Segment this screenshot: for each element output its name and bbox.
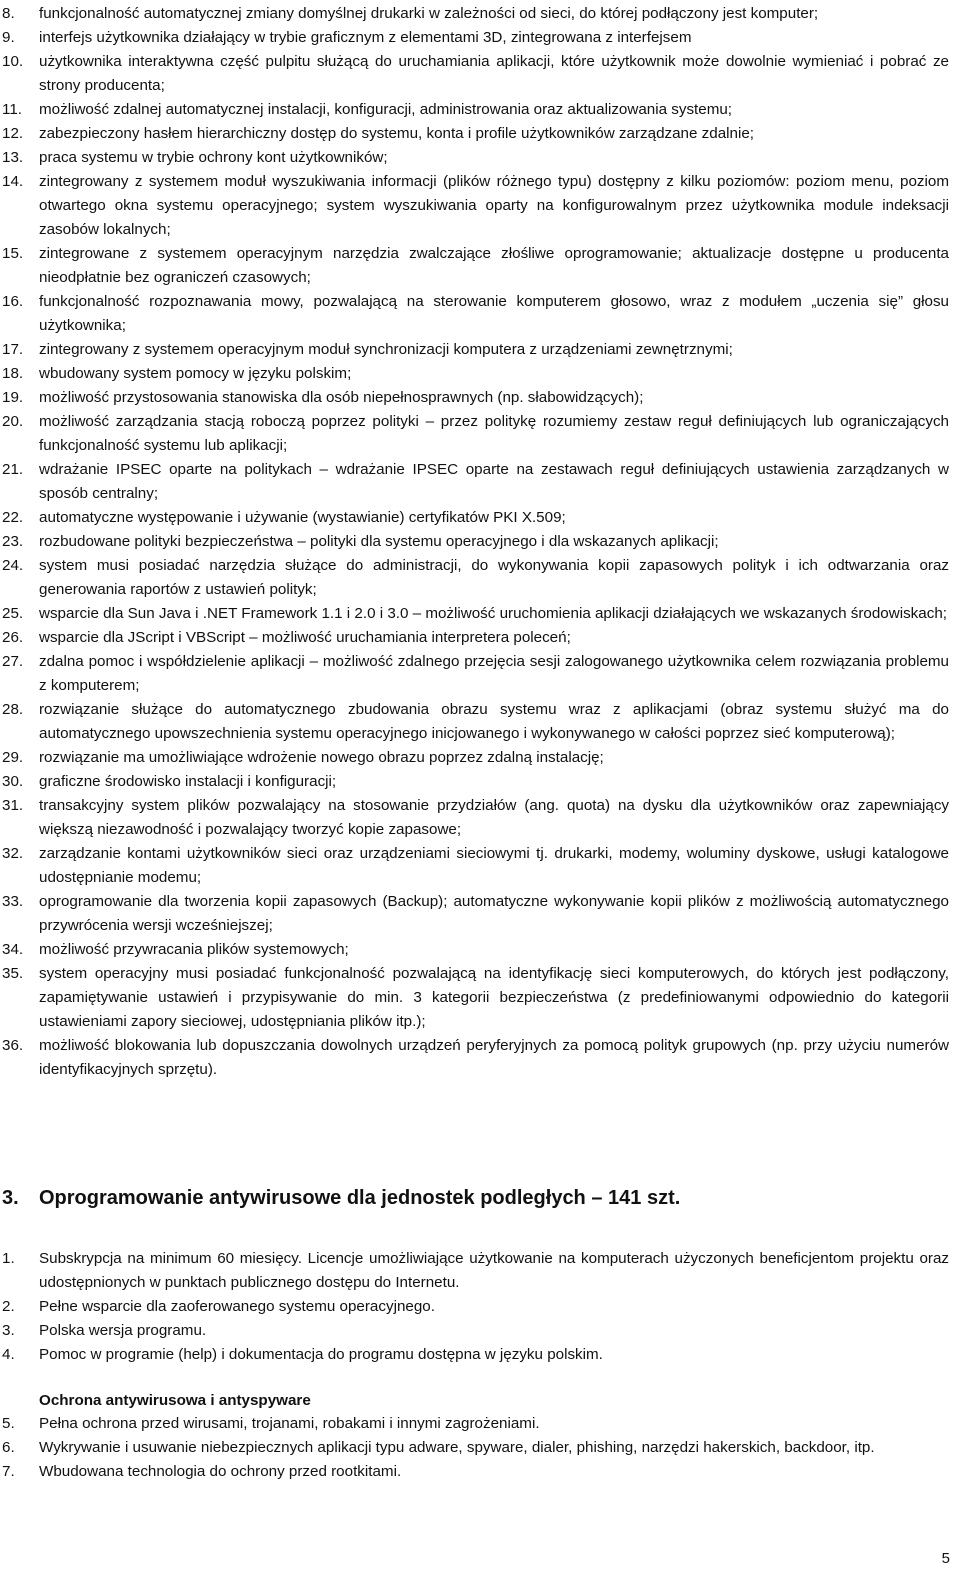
list-item-text: rozwiązanie służące do automatycznego zbudowania obrazu systemu wraz z aplikacjami (obraz systemu służyć ma do automatycznego upowszechnienia systemu operacyjnego inicjowanego i wykonywanego w całości poprzez sieć komputerową);: [39, 701, 949, 742]
list-item: [0, 242, 960, 290]
list-item-text: możliwość blokowania lub dopuszczania dowolnych urządzeń peryferyjnych za pomocą polityk grupowych (np. przy użyciu numerów identyfikacyjnych sprzętu).: [39, 1037, 949, 1078]
list-item: [0, 1412, 960, 1436]
list-item-text: użytkownika interaktywna część pulpitu służącą do uruchamiania aplikacji, które użytkownik może dowolnie wymieniać i pobrać ze strony producenta;: [39, 53, 949, 94]
list-item-number: 33.: [2, 893, 24, 910]
list-item: [0, 602, 960, 626]
list-item: [0, 146, 960, 170]
protection-requirements-list: [0, 1412, 960, 1484]
list-item-text: praca systemu w trybie ochrony kont użytkowników;: [39, 149, 388, 166]
antivirus-requirements-list: [0, 1247, 960, 1367]
list-item-text: wsparcie dla Sun Java i .NET Framework 1.1 i 2.0 i 3.0 – możliwość uruchomienia aplikacji działających we wskazanych środowiskach;: [39, 605, 947, 622]
list-item: [0, 50, 960, 98]
list-item: [0, 506, 960, 530]
list-item: [0, 1319, 960, 1343]
list-item: [0, 938, 960, 962]
list-item: [0, 98, 960, 122]
list-item: [0, 770, 960, 794]
list-item-number: 6.: [2, 1439, 15, 1456]
list-item-number: 18.: [2, 365, 24, 382]
list-item-text: oprogramowanie dla tworzenia kopii zapasowych (Backup); automatyczne wykonywanie kopii plików z możliwością automatycznego przywrócenia wersji wcześniejszej;: [39, 893, 949, 934]
list-item: [0, 650, 960, 698]
list-item-text: system operacyjny musi posiadać funkcjonalność pozwalającą na identyfikację sieci komputerowych, do których jest podłączony, zapamiętywanie ustawień i przypisywanie do min. 3 kategorii bezpieczeństwa (z predefiniowanymi odpowiednio do kategorii ustawieniami zapory sieciowej, udostępniania plików itp.);: [39, 965, 949, 1030]
list-item: [0, 26, 960, 50]
list-item: [0, 458, 960, 506]
list-item-text: możliwość zarządzania stacją roboczą poprzez polityki – przez politykę rozumiemy zestaw reguł definiujących lub ograniczających funkcjonalność systemu lub aplikacji;: [39, 413, 949, 454]
list-item: [0, 338, 960, 362]
list-item-number: 20.: [2, 413, 24, 430]
list-item-text: zintegrowany z systemem operacyjnym moduł synchronizacji komputera z urządzeniami zewnętrznymi;: [39, 341, 733, 358]
list-item-text: Subskrypcja na minimum 60 miesięcy. Licencje umożliwiające użytkowanie na komputerach użyczonych beneficjentom projektu oraz udostępnionych w punktach publicznego dostępu do Internetu.: [39, 1250, 949, 1291]
list-item: [0, 1295, 960, 1319]
list-item-text: zdalna pomoc i współdzielenie aplikacji – możliwość zdalnego przejęcia sesji zalogowanego użytkownika celem rozwiązania problemu z komputerem;: [39, 653, 949, 694]
section-heading: [0, 1184, 960, 1212]
list-item: [0, 626, 960, 650]
list-item-text: Pełne wsparcie dla zaoferowanego systemu operacyjnego.: [39, 1298, 435, 1315]
list-item-number: 11.: [2, 101, 22, 118]
list-item-number: 19.: [2, 389, 24, 406]
list-item-number: 12.: [2, 125, 24, 142]
list-item-text: możliwość zdalnej automatycznej instalacji, konfiguracji, administrowania oraz aktualizowania systemu;: [39, 101, 733, 118]
list-item-number: 15.: [2, 245, 24, 262]
list-item: [0, 1247, 960, 1295]
list-item-number: 7.: [2, 1463, 15, 1480]
list-item-number: 26.: [2, 629, 24, 646]
list-item-number: 34.: [2, 941, 24, 958]
list-item: [0, 290, 960, 338]
list-item-number: 35.: [2, 965, 24, 982]
list-item-number: 8.: [2, 5, 15, 22]
subsection-heading: Ochrona antywirusowa i antyspyware: [39, 1392, 311, 1409]
list-item-text: Pełna ochrona przed wirusami, trojanami, robakami i innymi zagrożeniami.: [39, 1415, 540, 1432]
list-item-number: 27.: [2, 653, 24, 670]
list-item-number: 22.: [2, 509, 24, 526]
list-item: [0, 1343, 960, 1367]
list-item: [0, 698, 960, 746]
list-item-number: 13.: [2, 149, 24, 166]
list-item-text: transakcyjny system plików pozwalający na stosowanie przydziałów (ang. quota) na dysku dla użytkowników oraz zapewniający większą niezawodność i pozwalający tworzyć kopie zapasowe;: [39, 797, 949, 838]
list-item-text: graficzne środowisko instalacji i konfiguracji;: [39, 773, 337, 790]
list-item: [0, 2, 960, 26]
list-item-number: 14.: [2, 173, 24, 190]
list-item-text: Pomoc w programie (help) i dokumentacja do programu dostępna w języku polskim.: [39, 1346, 603, 1363]
list-item-number: 16.: [2, 293, 24, 310]
list-item-number: 28.: [2, 701, 24, 718]
list-item-text: zintegrowane z systemem operacyjnym narzędzia zwalczające złośliwe oprogramowanie; aktualizacje dostępne u producenta nieodpłatnie bez ograniczeń czasowych;: [39, 245, 949, 286]
list-item: [0, 1034, 960, 1082]
list-item-number: 21.: [2, 461, 24, 478]
list-item-number: 4.: [2, 1346, 15, 1363]
list-item-text: system musi posiadać narzędzia służące do administracji, do wykonywania kopii zapasowych polityk i ich odtwarzania oraz generowania raportów z ustawień polityk;: [39, 557, 949, 598]
section-number: 3.: [2, 1187, 19, 1209]
list-item-text: rozwiązanie ma umożliwiające wdrożenie nowego obrazu poprzez zdalną instalację;: [39, 749, 604, 766]
list-item-text: zintegrowany z systemem moduł wyszukiwania informacji (plików różnego typu) dostępny z kilku poziomów: poziom menu, poziom otwartego okna systemu operacyjnego; system wyszukiwania oparty na konfigurowalnym przez użytkownika module indeksacji zasobów lokalnych;: [39, 173, 949, 238]
list-item-number: 29.: [2, 749, 24, 766]
list-item-text: zarządzanie kontami użytkowników sieci oraz urządzeniami sieciowymi tj. drukarki, modemy, woluminy dyskowe, usługi katalogowe udostępnianie modemu;: [39, 845, 949, 886]
list-item-number: 9.: [2, 29, 15, 46]
list-item-number: 24.: [2, 557, 24, 574]
list-item: [0, 890, 960, 938]
list-item: [0, 1460, 960, 1484]
list-item: [0, 962, 960, 1034]
list-item-text: wdrażanie IPSEC oparte na politykach – wdrażanie IPSEC oparte na zestawach reguł definiujących ustawienia zarządzanych w sposób centralny;: [39, 461, 949, 502]
list-item: [0, 122, 960, 146]
list-item-number: 5.: [2, 1415, 15, 1432]
list-item-text: Polska wersja programu.: [39, 1322, 207, 1339]
section-title: Oprogramowanie antywirusowe dla jednostek podległych – 141 szt.: [39, 1187, 681, 1209]
list-item-text: możliwość przystosowania stanowiska dla osób niepełnosprawnych (np. słabowidzących);: [39, 389, 644, 406]
page-number: 5: [941, 1550, 950, 1567]
list-item-text: funkcjonalność rozpoznawania mowy, pozwalającą na sterowanie komputerem głosowo, wraz z modułem „uczenia się” głosu użytkownika;: [39, 293, 949, 334]
list-item-text: zabezpieczony hasłem hierarchiczny dostęp do systemu, konta i profile użytkowników zarządzane zdalnie;: [39, 125, 755, 142]
list-item-text: wsparcie dla JScript i VBScript – możliwość uruchamiania interpretera poleceń;: [39, 629, 571, 646]
list-item-number: 2.: [2, 1298, 15, 1315]
list-item-text: możliwość przywracania plików systemowych;: [39, 941, 349, 958]
list-item: [0, 746, 960, 770]
list-item-number: 1.: [2, 1250, 15, 1267]
list-item-number: 10.: [2, 53, 24, 70]
list-item-number: 36.: [2, 1037, 24, 1054]
list-item-number: 32.: [2, 845, 24, 862]
list-item-text: interfejs użytkownika działający w trybie graficznym z elementami 3D, zintegrowana z interfejsem: [39, 29, 692, 46]
list-item: [0, 794, 960, 842]
list-item: [0, 386, 960, 410]
list-item-number: 17.: [2, 341, 24, 358]
list-item-number: 31.: [2, 797, 24, 814]
list-item-number: 23.: [2, 533, 24, 550]
list-item-text: Wbudowana technologia do ochrony przed rootkitami.: [39, 1463, 402, 1480]
list-item: [0, 554, 960, 602]
list-item-number: 30.: [2, 773, 24, 790]
list-item-text: funkcjonalność automatycznej zmiany domyślnej drukarki w zależności od sieci, do której podłączony jest komputer;: [39, 5, 819, 22]
list-item-number: 25.: [2, 605, 24, 622]
list-item: [0, 842, 960, 890]
list-item-text: rozbudowane polityki bezpieczeństwa – polityki dla systemu operacyjnego i dla wskazanych aplikacji;: [39, 533, 719, 550]
list-item-number: 3.: [2, 1322, 15, 1339]
requirements-list: [0, 2, 960, 1082]
list-item: [0, 170, 960, 242]
list-item-text: automatyczne występowanie i używanie (wystawianie) certyfikatów PKI X.509;: [39, 509, 566, 526]
list-item-text: wbudowany system pomocy w języku polskim;: [39, 365, 352, 382]
list-item: [0, 362, 960, 386]
list-item: [0, 410, 960, 458]
list-item-text: Wykrywanie i usuwanie niebezpiecznych aplikacji typu adware, spyware, dialer, phishing, narzędzi hakerskich, backdoor, itp.: [39, 1439, 875, 1456]
list-item: [0, 530, 960, 554]
list-item: [0, 1436, 960, 1460]
